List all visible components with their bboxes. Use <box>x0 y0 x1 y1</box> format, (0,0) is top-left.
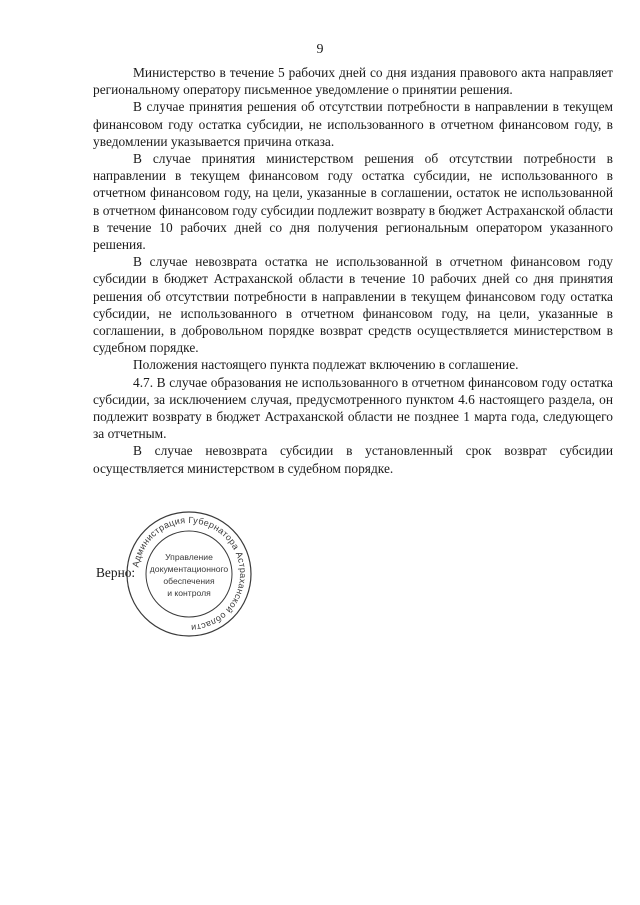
paragraph-refusal-reason: В случае принятия решения об отсутствии потребности в направлении в текущем финансовом году остатка субсидии, не использованного в отчетном финансовом году, в уведомлении указывается причина отказа. <box>93 99 613 149</box>
stamp-graphic <box>125 510 253 638</box>
paragraph-non-return: В случае невозврата остатка не использованной в отчетном финансовом году субсидии в бюджет Астраханской области в течение 10 рабочих дней со дня принятия решения об отсутствии потребности в направлении в текущем финансовом году остатка субсидии, не использованного в отчетном финансовом году, на цели, указанные в соглашении, в добровольном порядке возврат средств осуществляется министерством в судебном порядке. <box>93 254 613 356</box>
verno-label: Верно: <box>96 565 136 580</box>
stamp-ring-text: Администрация Губернатора Астраханской области <box>130 514 249 634</box>
paragraph-clause-4-7: 4.7. В случае образования не использованного в отчетном финансовом году остатка субсидии, за исключением случая, предусмотренного пунктом 4.6 настоящего раздела, он подлежит возврату в бюджет Астраханской области не позднее 1 марта года, следующего за отчетным. <box>93 374 613 442</box>
office-stamp <box>125 510 253 638</box>
stamp-line-3: обеспечения <box>163 576 215 586</box>
stamp-inner-ring <box>146 531 232 617</box>
document-body <box>93 64 613 477</box>
stamp-line-1: Управление <box>165 552 213 562</box>
paragraph-return-balance: В случае принятия министерством решения об отсутствии потребности в направлении в текущем финансовом году остатка субсидии, не использованного в отчетном финансовом году, на цели, указанные в соглашении, остаток не использованной в отчетном финансовом году субсидии подлежит возврату в бюджет Астраханской области в течение 10 рабочих дней со дня получения региональным оператором указанного решения. <box>93 151 613 253</box>
paragraph-agreement-inclusion: Положения настоящего пункта подлежат включению в соглашение. <box>133 357 519 373</box>
stamp-line-2: документационного <box>149 564 229 574</box>
paragraph-notification: Министерство в течение 5 рабочих дней со дня издания правового акта направляет региональному оператору письменное уведомление о принятии решения. <box>93 65 613 98</box>
page-number: 9 <box>316 42 324 57</box>
paragraph-court-return: В случае невозврата субсидии в установленный срок возврат субсидии осуществляется министерством в судебном порядке. <box>93 443 613 476</box>
stamp-line-4: и контроля <box>167 588 211 598</box>
